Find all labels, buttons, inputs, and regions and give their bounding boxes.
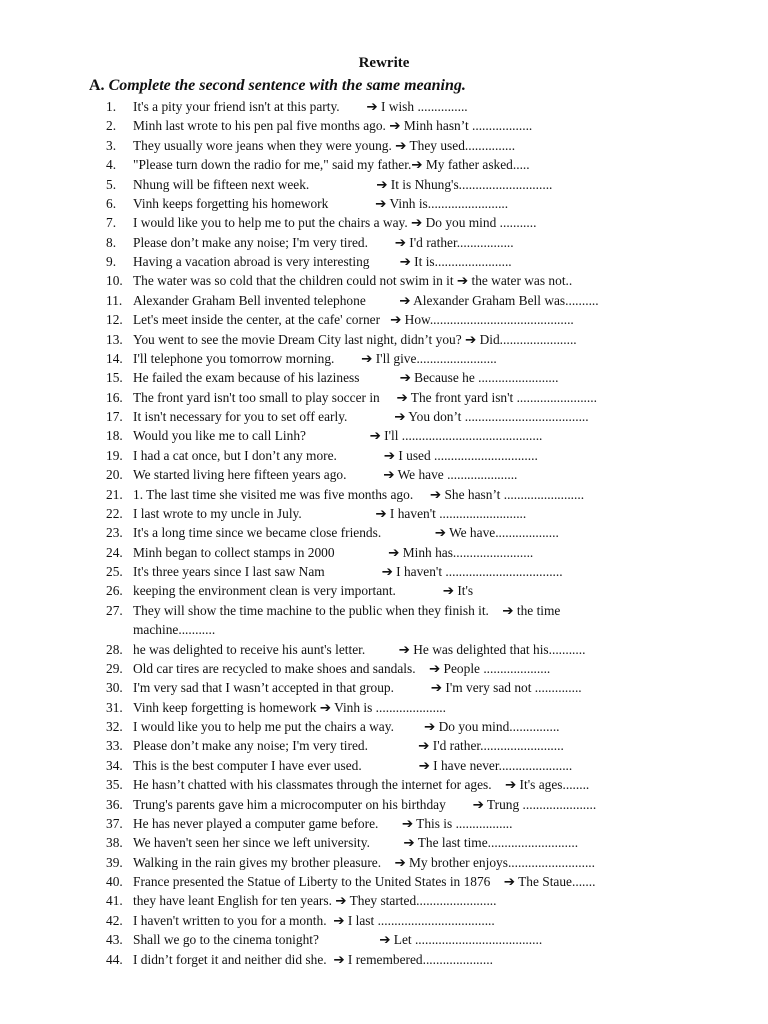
item-sentence: Nhung will be fifteen next week. ➔ It is Nhung's............................	[133, 176, 553, 192]
item-sentence: keeping the environment clean is very important. ➔ It's	[133, 583, 474, 599]
item-number: 28.	[106, 641, 123, 657]
exercise-item	[0, 640, 768, 659]
item-sentence: It's three years since I last saw Nam ➔ I haven't ...................................	[133, 564, 563, 579]
exercise-item	[0, 175, 768, 194]
item-number: 32.	[106, 719, 123, 734]
item-text	[133, 97, 738, 116]
item-text	[133, 678, 738, 697]
exercise-item	[0, 252, 768, 271]
exercise-item	[0, 930, 768, 949]
exercise-item	[0, 853, 768, 872]
item-number: 36.	[106, 796, 123, 812]
item-number: 30.	[106, 680, 123, 696]
item-sentence: I would like you to help me put the chairs a way. ➔ Do you mind...............	[133, 719, 560, 734]
item-sentence: I haven't written to you for a month. ➔ I last ...................................	[133, 912, 495, 928]
item-number: 2.	[106, 118, 117, 134]
item-number: 38.	[106, 835, 123, 851]
item-text	[133, 485, 738, 504]
page-title: Rewrite	[358, 55, 410, 71]
item-sentence: Minh last wrote to his pen pal five months ago. ➔ Minh hasn’t ..................	[133, 118, 533, 134]
exercise-item	[0, 562, 768, 581]
exercise-item	[0, 426, 768, 445]
item-sentence: Having a vacation abroad is very interesting ➔ It is.......................	[133, 254, 512, 269]
item-sentence: It's a long time since we became close friends. ➔ We have...................	[133, 525, 559, 541]
section-heading	[89, 77, 466, 95]
item-text	[133, 426, 738, 445]
item-sentence: I didn’t forget it and neither did she. ➔ I remembered.....................	[133, 951, 493, 967]
item-number: 1.	[106, 99, 117, 114]
item-text	[133, 291, 738, 310]
item-text	[133, 446, 738, 465]
item-text	[133, 833, 738, 852]
item-sentence: Old car tires are recycled to make shoes and sandals. ➔ People ....................	[133, 660, 551, 676]
exercise-item	[0, 233, 768, 252]
item-sentence: We started living here fifteen years ago. ➔ We have .....................	[133, 467, 518, 483]
item-sentence: "Please turn down the radio for me," said my father.➔ My father asked.....	[133, 157, 530, 173]
item-number: 29.	[106, 660, 123, 676]
exercise-item	[0, 291, 768, 310]
item-text	[133, 543, 738, 562]
item-text	[133, 175, 738, 194]
item-sentence: I would like you to help me to put the chairs a way. ➔ Do you mind ...........	[133, 215, 537, 231]
exercise-item	[0, 116, 768, 135]
item-text	[133, 756, 738, 775]
item-number: 3.	[106, 137, 117, 153]
item-text	[133, 659, 738, 678]
exercise-item	[0, 523, 768, 542]
item-number: 19.	[106, 447, 123, 463]
item-text	[133, 562, 738, 581]
exercise-item	[0, 330, 768, 349]
item-number: 25.	[106, 564, 123, 579]
item-sentence: Minh began to collect stamps in 2000 ➔ Minh has........................	[133, 544, 534, 560]
item-text	[133, 136, 738, 155]
item-text	[133, 504, 738, 523]
item-number: 6.	[106, 195, 117, 211]
item-text	[133, 271, 738, 290]
exercise-list	[0, 97, 768, 969]
item-sentence: Please don’t make any noise; I'm very tired. ➔ I'd rather.........................	[133, 738, 564, 754]
item-text	[133, 930, 738, 949]
item-sentence: The water was so cold that the children could not swim in it ➔ the water was not..	[133, 273, 573, 289]
item-number: 16.	[106, 389, 123, 405]
item-number: 5.	[106, 176, 117, 192]
exercise-item	[0, 717, 768, 736]
item-text	[133, 252, 738, 271]
item-text	[133, 155, 738, 174]
item-text	[133, 717, 738, 736]
exercise-item	[0, 271, 768, 290]
exercise-item	[0, 678, 768, 697]
exercise-item	[0, 407, 768, 426]
item-number: 17.	[106, 409, 123, 424]
exercise-item	[0, 950, 768, 969]
item-number: 39.	[106, 854, 123, 870]
item-sentence: Vinh keeps forgetting his homework ➔ Vinh is........................	[133, 195, 509, 211]
item-sentence: I'll telephone you tomorrow morning. ➔ I'll give........................	[133, 350, 497, 366]
item-sentence: I last wrote to my uncle in July. ➔ I haven't ..........................	[133, 505, 527, 521]
item-number: 34.	[106, 757, 123, 773]
exercise-item	[0, 97, 768, 116]
item-text	[133, 349, 738, 368]
exercise-item	[0, 213, 768, 232]
item-sentence: Vinh keep forgetting is homework ➔ Vinh is .....................	[133, 699, 446, 715]
item-number: 8.	[106, 234, 117, 250]
item-text	[133, 523, 738, 542]
item-text	[133, 853, 738, 872]
item-number: 12.	[106, 312, 123, 328]
item-text	[133, 407, 738, 426]
item-number: 41.	[106, 893, 123, 909]
section-letter: A.	[89, 77, 105, 94]
item-text	[133, 736, 738, 755]
item-number: 11.	[106, 292, 123, 308]
item-number: 9.	[106, 254, 117, 269]
exercise-item	[0, 349, 768, 368]
item-sentence: Shall we go to the cinema tonight? ➔ Let ......................................	[133, 932, 543, 948]
item-number: 37.	[106, 815, 123, 831]
exercise-item	[0, 891, 768, 910]
exercise-item	[0, 388, 768, 407]
item-text	[133, 950, 738, 969]
exercise-item	[0, 736, 768, 755]
item-text	[133, 814, 738, 833]
exercise-item	[0, 698, 768, 717]
item-text	[133, 310, 738, 329]
item-text	[133, 872, 738, 891]
item-number: 20.	[106, 467, 123, 483]
item-sentence: The front yard isn't too small to play soccer in ➔ The front yard isn't ........................	[133, 389, 597, 405]
item-number: 33.	[106, 738, 123, 754]
item-number: 40.	[106, 874, 123, 889]
exercise-item	[0, 504, 768, 523]
item-sentence: Trung's parents gave him a microcomputer on his birthday ➔ Trung ......................	[133, 796, 597, 812]
exercise-item	[0, 911, 768, 930]
item-text	[133, 891, 738, 910]
item-number: 42.	[106, 912, 123, 928]
item-number: 35.	[106, 777, 123, 793]
exercise-item	[0, 368, 768, 387]
exercise-item	[0, 446, 768, 465]
item-sentence-continued: machine...........	[133, 622, 216, 638]
item-sentence: they have leant English for ten years. ➔ They started........................	[133, 893, 497, 909]
item-sentence: He hasn’t chatted with his classmates through the internet for ages. ➔ It's ages........	[133, 777, 590, 793]
item-sentence: Walking in the rain gives my brother pleasure. ➔ My brother enjoys..........................	[133, 854, 595, 870]
item-text	[133, 194, 738, 213]
item-number: 7.	[106, 215, 117, 231]
exercise-item	[0, 465, 768, 484]
exercise-item	[0, 194, 768, 213]
item-sentence: You went to see the movie Dream City last night, didn’t you? ➔ Did.......................	[133, 331, 577, 347]
item-sentence: Please don’t make any noise; I'm very tired. ➔ I'd rather.................	[133, 234, 514, 250]
item-text	[133, 213, 738, 232]
item-number: 31.	[106, 699, 123, 715]
item-number: 26.	[106, 583, 123, 599]
exercise-item	[0, 659, 768, 678]
item-number: 23.	[106, 525, 123, 541]
item-number: 22.	[106, 505, 123, 521]
exercise-item	[0, 136, 768, 155]
exercise-item	[0, 485, 768, 504]
exercise-item	[0, 833, 768, 852]
exercise-item	[0, 310, 768, 329]
item-text	[133, 698, 738, 717]
item-text	[133, 116, 738, 135]
item-sentence: I had a cat once, but I don’t any more. ➔ I used ...............................	[133, 447, 538, 463]
item-text	[133, 640, 738, 659]
item-sentence: They usually wore jeans when they were young. ➔ They used...............	[133, 137, 516, 153]
item-number: 27.	[106, 602, 123, 618]
item-number: 14.	[106, 350, 123, 366]
item-sentence: France presented the Statue of Liberty to the United States in 1876 ➔ The Staue.......	[133, 874, 596, 889]
item-number: 21.	[106, 486, 123, 502]
item-sentence: They will show the time machine to the public when they finish it. ➔ the time	[133, 602, 561, 618]
item-sentence: Alexander Graham Bell invented telephone ➔ Alexander Graham Bell was..........	[133, 292, 599, 308]
item-sentence: It isn't necessary for you to set off early. ➔ You don’t .....................................	[133, 409, 589, 424]
item-text	[133, 368, 738, 387]
item-sentence: He has never played a computer game before. ➔ This is .................	[133, 815, 513, 831]
item-number: 24.	[106, 544, 123, 560]
item-text	[133, 795, 738, 814]
item-number: 10.	[106, 273, 123, 289]
item-text	[133, 601, 738, 640]
exercise-item	[0, 581, 768, 600]
item-sentence: Would you like me to call Linh? ➔ I'll ..........................................	[133, 428, 543, 444]
section-instruction: Complete the second sentence with the same meaning.	[108, 77, 466, 94]
item-sentence: Let's meet inside the center, at the cafe' corner ➔ How...........................................	[133, 312, 574, 328]
exercise-item	[0, 155, 768, 174]
item-text	[133, 581, 738, 600]
item-number: 18.	[106, 428, 123, 444]
item-number: 15.	[106, 370, 123, 386]
item-sentence: 1. The last time she visited me was five months ago. ➔ She hasn’t ........................	[133, 486, 585, 502]
exercise-item	[0, 872, 768, 891]
exercise-item	[0, 795, 768, 814]
exercise-item	[0, 543, 768, 562]
item-number: 44.	[106, 951, 123, 967]
item-number: 4.	[106, 157, 117, 173]
item-number: 13.	[106, 331, 123, 347]
item-sentence: He failed the exam because of his laziness ➔ Because he ........................	[133, 370, 559, 386]
exercise-item	[0, 756, 768, 775]
item-text	[133, 775, 738, 794]
item-sentence: This is the best computer I have ever used. ➔ I have never......................	[133, 757, 573, 773]
item-number: 43.	[106, 932, 123, 948]
item-sentence: I'm very sad that I wasn’t accepted in that group. ➔ I'm very sad not ..............	[133, 680, 582, 696]
item-sentence: he was delighted to receive his aunt's letter. ➔ He was delighted that his...........	[133, 641, 586, 657]
item-sentence: We haven't seen her since we left university. ➔ The last time...........................	[133, 835, 579, 851]
exercise-item	[0, 814, 768, 833]
item-text	[133, 911, 738, 930]
item-text	[133, 388, 738, 407]
item-text	[133, 330, 738, 349]
item-text	[133, 465, 738, 484]
item-text	[133, 233, 738, 252]
exercise-item	[0, 601, 768, 640]
exercise-item	[0, 775, 768, 794]
item-sentence: It's a pity your friend isn't at this party. ➔ I wish ...............	[133, 99, 468, 114]
